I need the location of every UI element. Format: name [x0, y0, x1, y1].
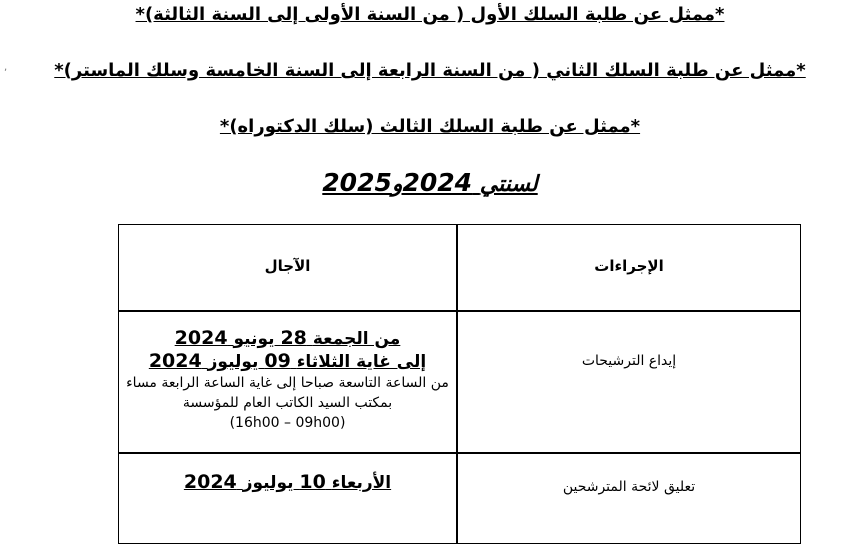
date-posting: الأربعاء 10 يوليوز 2024 [183, 471, 392, 493]
deadline-posting [119, 471, 456, 494]
year-2024: 2024 [402, 168, 473, 197]
years-prefix: لسنتي [479, 172, 538, 197]
date-to: إلى غاية الثلاثاء 09 يوليوز 2024 [148, 350, 427, 372]
header-divider [119, 310, 800, 312]
year-2025: 2025 [322, 168, 392, 197]
schedule-table [118, 224, 801, 544]
row-divider [119, 452, 800, 454]
submission-hours: (16h00 – 09h00) [229, 415, 346, 431]
heading-third-cycle: *ممثل عن طلبة السلك الثالث (سلك الدكتوراه)* [219, 116, 641, 137]
heading-second-cycle: *ممثل عن طلبة السلك الثاني ( من السنة الرابعة إلى السنة الخامسة وسلك الماستر)* [54, 60, 806, 81]
date-from: من الجمعة 28 يونيو 2024 [174, 327, 401, 349]
procedure-posting: تعليق لائحة المترشحين [562, 479, 696, 495]
header-deadlines: الآجال [264, 257, 311, 275]
submission-note: من الساعة التاسعة صباحا إلى غاية الساعة الرابعة مساء بمكتب السيد الكاتب العام للمؤسسة [126, 375, 449, 411]
deadline-submission [119, 327, 456, 433]
heading-first-cycle: *ممثل عن طلبة السلك الأول ( من السنة الأولى إلى السنة الثالثة)* [135, 4, 725, 25]
header-procedures: الإجراءات [594, 257, 664, 275]
procedure-submission: إيداع الترشيحات [581, 353, 677, 369]
margin-mark: , [4, 62, 8, 73]
years-conj: و [391, 172, 403, 197]
years-title [0, 168, 860, 197]
